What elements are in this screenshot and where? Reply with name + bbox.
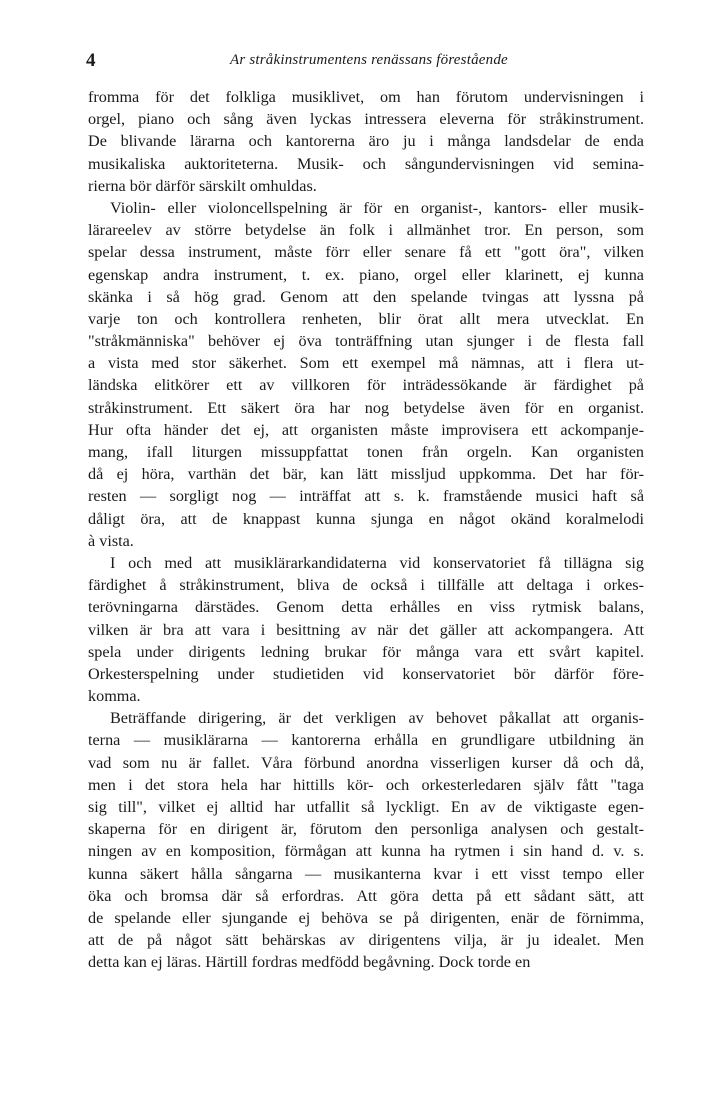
text-line: varje ton och kontrollera renheten, blir örat allt mera utvecklat. En <box>88 309 644 328</box>
text-line: att de på något sätt behärskas av dirigentens vilja, är ju idealet. Men <box>88 931 644 950</box>
text-line: men i det stora hela har hittills kör- och orkesterledaren själv fått "taga <box>88 775 644 794</box>
text-line: vad som nu är fallet. Våra förbund anordna visserligen kurser då och då, <box>88 753 644 772</box>
text-line: spelar dessa instrument, måste förr eller senare få ett "gott öra", vilken <box>88 243 644 262</box>
text-line: de spelande eller sjungande ej behöva se på dirigenten, enär de förnimma, <box>88 908 644 927</box>
text-line: terna — musiklärarna — kantorerna erhålla en grundligare utbildning än <box>88 731 644 750</box>
text-line: I och med att musiklärarkandidaterna vid konservatoriet få tillägna sig <box>110 553 644 572</box>
text-line: à vista. <box>88 531 134 550</box>
text-line: skaperna för en dirigent är, förutom den personliga analysen och gestalt- <box>88 820 644 839</box>
text-line: kunna säkert hålla sångarna — musikanterna kvar i ett visst tempo eller <box>88 864 644 883</box>
running-title: Ar stråkinstrumentens renässans förestående <box>230 52 508 68</box>
text-line: då ej höra, varthän det bär, kan lätt missljud uppkomma. Det har för- <box>88 465 644 484</box>
paragraph-3 <box>88 552 644 707</box>
text-line: Violin- eller violoncellspelning är för en organist-, kantors- eller musik- <box>110 198 644 217</box>
paragraph-2 <box>88 197 644 552</box>
text-line: ländska elitkörer ett av villkoren för inträdessökande är färdighet på <box>88 376 644 395</box>
text-line: lärareelev av större betydelse än folk i allmänhet tror. En person, som <box>88 221 644 240</box>
text-line: Hur ofta händer det ej, att organisten måste improvisera ett ackompanje- <box>88 420 644 439</box>
paragraph-1 <box>88 86 644 197</box>
text-line: dåligt öra, att de knappast kunna sjunga en något okänd koralmelodi <box>88 509 644 528</box>
text-line: "stråkmänniska" behöver ej öva tonträffning utan sjunger i de flesta fall <box>88 332 644 351</box>
text-line: stråkinstrument. Ett säkert öra har nog betydelse även för en organist. <box>88 398 644 417</box>
text-line: ningen av en komposition, förmågan att kunna ha rytmen i sin hand d. v. s. <box>88 842 644 861</box>
text-line: terövningarna därstädes. Genom detta erhålles en viss rytmisk balans, <box>88 598 644 617</box>
text-line: fromma för det folkliga musiklivet, om han förutom undervisningen i <box>88 88 644 106</box>
text-line: egenskap andra instrument, t. ex. piano, orgel eller klarinett, ej kunna <box>88 265 644 284</box>
page-number: 4 <box>86 50 96 71</box>
text-line: musikaliska auktoriteterna. Musik- och sångundervisningen vid semina- <box>88 154 644 173</box>
text-line: orgel, piano och sång även lyckas intressera eleverna för stråkinstrument. <box>88 110 644 129</box>
text-line: vilken är bra att vara i besittning av när det gäller att ackompangera. Att <box>88 620 644 639</box>
text-line: skänka i så hög grad. Genom att den spelande tvingas att lyssna på <box>88 287 644 306</box>
text-line: sig till", vilket ej alltid har utfallit så lyckligt. En av de viktigaste egen- <box>88 798 644 816</box>
text-line: mang, ifall liturgen missuppfattat tonen från orgeln. Kan organisten <box>88 443 644 461</box>
text-line: resten — sorgligt nog — inträffat att s. k. framstående musici haft så <box>88 487 644 506</box>
page-header <box>86 50 644 74</box>
text-line: öka och bromsa där så erfordras. Att göra detta på ett sådant sätt, att <box>88 886 644 905</box>
text-line: rierna bör därför särskilt omhuldas. <box>88 176 317 195</box>
text-line: spela under dirigents ledning brukar för många vara ett svårt kapitel. <box>88 642 644 661</box>
text-line: detta kan ej läras. Härtill fordras medfödd begåvning. Dock torde en <box>88 953 531 972</box>
text-line: Orkesterspelning under studietiden vid konservatoriet bör därför före- <box>88 664 644 683</box>
text-line: Beträffande dirigering, är det verkligen av behovet påkallat att organis- <box>110 709 644 728</box>
paragraph-4 <box>88 707 644 973</box>
text-line: komma. <box>88 687 141 706</box>
text-line: a vista med stor säkerhet. Som ett exempel må nämnas, att i flera ut- <box>88 354 644 373</box>
text-line: De blivande lärarna och kantorerna äro ju i många landsdelar de enda <box>88 132 644 151</box>
body-text <box>88 86 644 974</box>
text-line: färdighet å stråkinstrument, bliva de också i tillfälle att deltaga i orkes- <box>88 576 644 595</box>
